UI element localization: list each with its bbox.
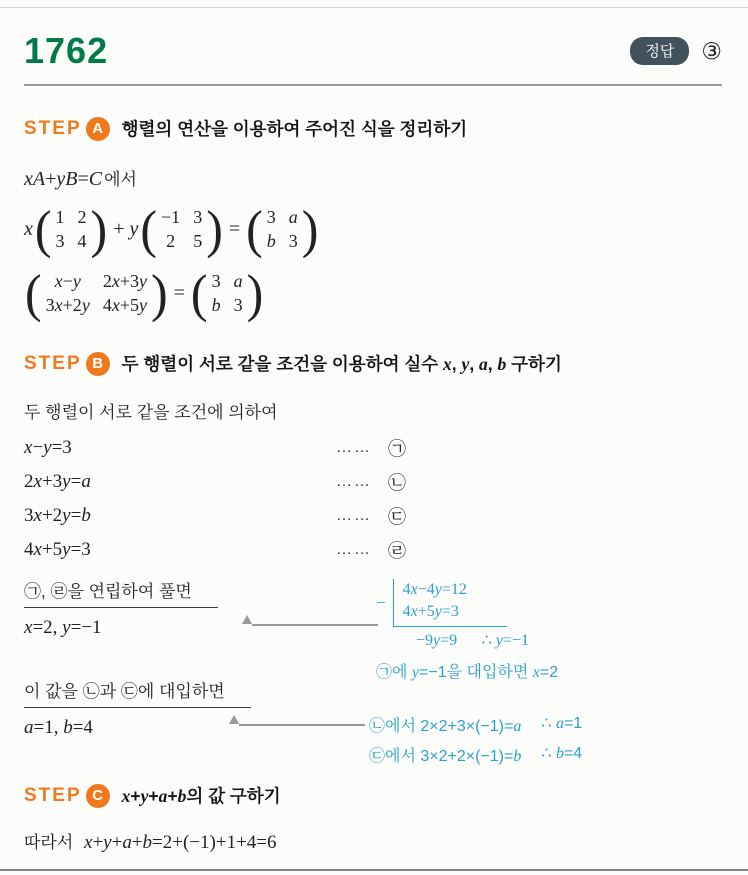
equals-operator: =: [173, 281, 185, 304]
equation-list: [24, 431, 722, 567]
top-divider: [0, 7, 748, 8]
step-a-label: STEP: [24, 117, 82, 139]
matrix-c-repeat: [190, 263, 264, 322]
equation-expression: 2x+3y=a: [24, 471, 91, 492]
matrix-combined: [25, 263, 168, 322]
arrow-up-icon: [242, 615, 252, 624]
substitution-notes: [369, 713, 582, 773]
substitution-note: ㉠에 y=−1을 대입하면 x=2: [376, 664, 559, 681]
right-paren: ): [150, 263, 168, 322]
note-line: [369, 713, 582, 743]
left-paren: (: [190, 263, 208, 322]
matrix-cell: 2: [77, 206, 87, 227]
coefficient-x: x: [24, 217, 33, 240]
equation-expression: 3x+2y=b: [24, 505, 91, 526]
answer-badge: 정답: [630, 37, 689, 65]
matrix-cell: 2: [166, 230, 176, 251]
solve-block-2: [24, 677, 722, 773]
arrow-line: [252, 624, 378, 626]
matrix-a-grid: [52, 207, 91, 252]
matrix-cell: 3: [233, 294, 243, 315]
solve1-phrase: ㉠, ㉣을 연립하여 풀면: [24, 577, 218, 608]
matrix-cell: 4x+5y: [102, 294, 147, 315]
equation-expression: x−y=3: [24, 437, 72, 458]
equation-row: [24, 533, 722, 567]
elimination-conclusion: ∴ y=−1: [481, 632, 529, 649]
note-conclusion: ∴ a=1: [541, 715, 583, 732]
note-text: ㉢에서 3×2+2×(−1)=b: [369, 748, 522, 765]
condition-intro: 두 행렬이 서로 같을 조건에 의하여: [24, 403, 278, 422]
dots-leader: ……: [336, 473, 372, 490]
answer-area: [630, 37, 722, 65]
right-paren: ): [301, 199, 319, 258]
matrix-a: [34, 199, 108, 258]
left-paren: (: [25, 263, 42, 322]
matrix-equation-2: [24, 265, 722, 321]
conclusion-math: x+y+a+b=2+(−1)+1+4=6: [84, 832, 277, 853]
arrow-up-icon: [229, 715, 239, 724]
elimination-stack: [376, 579, 558, 627]
matrix-cell: 2x+3y: [102, 270, 147, 291]
elimination-result: −9y=9: [416, 632, 458, 649]
equation-row: [24, 499, 722, 533]
matrix-b: [140, 199, 223, 258]
left-paren: (: [140, 199, 158, 258]
note-line: [369, 743, 582, 773]
matrix-equation-1: [24, 201, 722, 257]
dots-leader: ……: [336, 507, 372, 524]
solve2-result: a=1, b=4: [24, 717, 93, 738]
step-c-label: STEP: [24, 784, 82, 806]
step-b-header: [24, 351, 722, 376]
stacked-equations: [393, 579, 507, 627]
dots-leader: ……: [336, 439, 372, 456]
elimination-result-row: [376, 630, 558, 650]
equation-marker: ㉠: [388, 439, 406, 459]
given-equation-suffix: 에서: [104, 170, 137, 189]
matrix-c: [246, 199, 319, 258]
matrix-cell: 5: [193, 230, 203, 251]
matrix-c-repeat-grid: [208, 271, 247, 316]
equation-row: [24, 431, 722, 465]
solve-block-1: [24, 577, 722, 681]
left-paren: (: [246, 199, 263, 258]
solve2-phrase: 이 값을 ㉡과 ㉢에 대입하면: [24, 677, 251, 708]
note-text: ㉡에서 2×2+3×(−1)=a: [369, 718, 522, 735]
step-b-title: 두 행렬이 서로 같을 조건을 이용하여 실수 x, y, a, b 구하기: [121, 354, 562, 374]
step-b-label: STEP: [24, 352, 82, 374]
matrix-cell: a: [233, 270, 243, 291]
step-c-title: x+y+a+b의 값 구하기: [121, 786, 281, 806]
right-paren: ): [246, 263, 264, 322]
left-paren: (: [34, 199, 52, 258]
matrix-cell: 3: [193, 206, 203, 227]
step-a-header: [24, 116, 722, 141]
step-b-letter-badge: B: [86, 352, 110, 376]
step-a-letter-badge: A: [86, 117, 110, 141]
matrix-cell: 1: [55, 206, 65, 227]
elimination-annotation: [376, 579, 558, 682]
equation-marker: ㉢: [388, 507, 406, 527]
matrix-b-grid: [157, 207, 206, 252]
conclusion-line: [24, 828, 722, 854]
equation-marker: ㉡: [388, 473, 406, 493]
header-divider: [24, 84, 722, 86]
plus-operator: +: [113, 217, 125, 240]
matrix-combined-grid: [42, 271, 151, 316]
matrix-cell: 3: [266, 206, 276, 227]
matrix-cell: 4: [77, 230, 87, 251]
equation-row: [24, 465, 722, 499]
coefficient-y: y: [129, 217, 139, 240]
problem-number: 1762: [24, 30, 109, 71]
equation-expression: 4x+5y=3: [24, 539, 91, 560]
given-equation: [24, 165, 722, 191]
conclusion-prefix: 따라서: [24, 833, 74, 852]
arrow-line: [239, 724, 365, 726]
dots-leader: ……: [336, 541, 372, 558]
equation-marker: ㉣: [388, 541, 406, 561]
matrix-cell: 3: [211, 270, 221, 291]
matrix-cell: 3: [288, 230, 298, 251]
matrix-cell: b: [266, 230, 276, 251]
matrix-cell: a: [288, 206, 298, 227]
note-conclusion: ∴ b=4: [541, 745, 583, 762]
given-equation-math: xA+yB=C: [24, 168, 103, 190]
matrix-cell: b: [211, 294, 221, 315]
equals-operator: =: [228, 217, 241, 240]
right-paren: ): [206, 199, 223, 258]
right-paren: ): [90, 199, 108, 258]
matrix-cell: 3: [55, 230, 65, 251]
minus-sign: −: [376, 593, 386, 612]
matrix-cell: x−y: [54, 270, 81, 291]
step-c-header: [24, 783, 722, 808]
elimination-eq1: 4x−4y=12: [402, 581, 467, 598]
step-a-title: 행렬의 연산을 이용하여 주어진 식을 정리하기: [121, 119, 468, 139]
elimination-eq2: 4x+5y=3: [402, 603, 459, 620]
matrix-cell: 3x+2y: [45, 294, 90, 315]
matrix-cell: −1: [161, 206, 181, 227]
answer-circled-number: ③: [701, 37, 722, 64]
header: [24, 26, 722, 76]
step-c-letter-badge: C: [86, 784, 110, 808]
solve1-result: x=2, y=−1: [24, 617, 102, 638]
matrix-c-grid: [263, 207, 302, 252]
bottom-divider: [0, 869, 748, 871]
